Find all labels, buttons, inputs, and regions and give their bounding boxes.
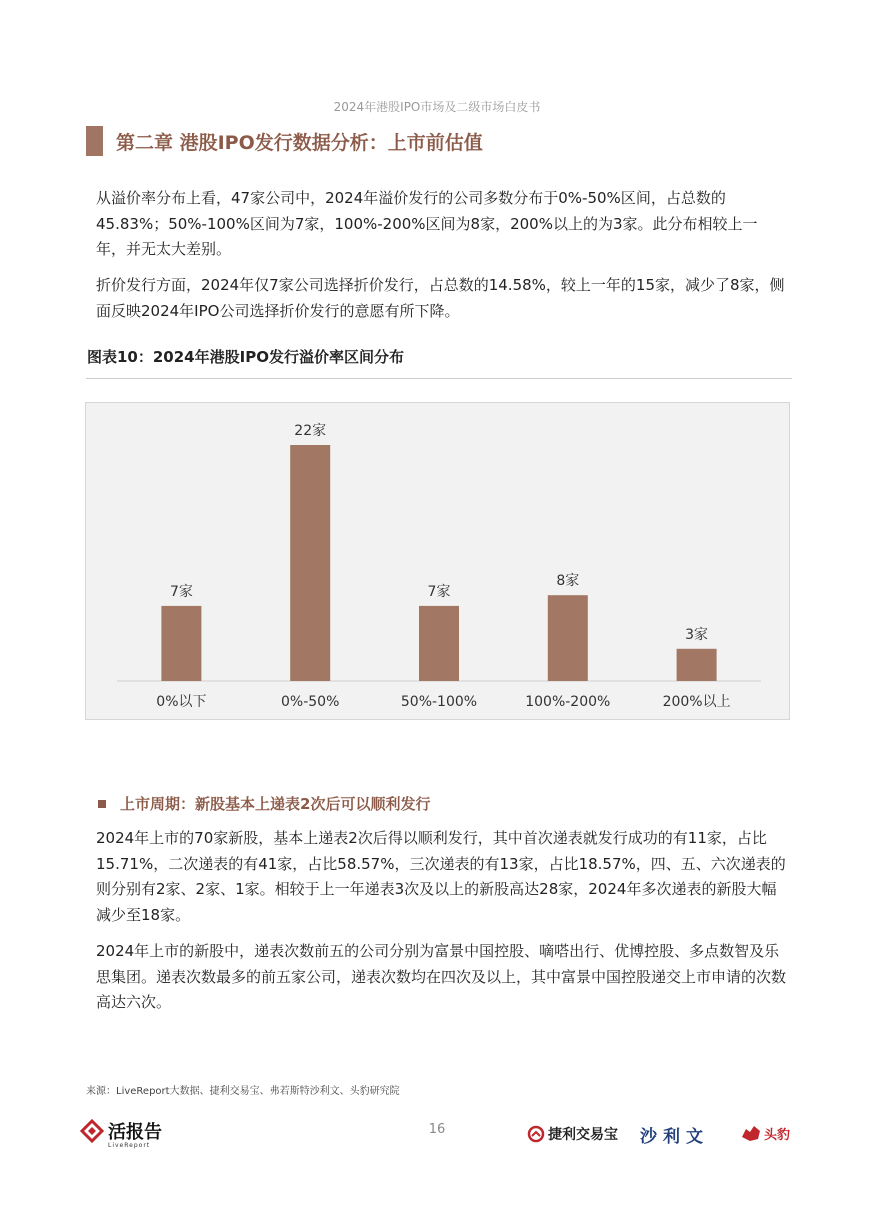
- chapter-marker: [86, 126, 103, 156]
- section-paragraph-2: 2024年上市的新股中，递表次数前五的公司分别为富景中国控股、嘀嗒出行、优博控股、多点数智及乐思集团。递表次数最多的前五家公司，递表次数均在四次及以上，其中富景中国控股递交上市申请的次数高达六次。: [96, 942, 787, 1011]
- circle-arrow-icon: [527, 1125, 545, 1143]
- chapter-heading: [86, 126, 483, 156]
- data-label-5: 3家: [685, 626, 709, 643]
- bar-5: [677, 649, 717, 681]
- bar-2: [290, 445, 330, 681]
- section-bullet: [98, 800, 106, 808]
- section-paragraph-1: 2024年上市的70家新股，基本上递表2次后得以顺利发行，其中首次递表就发行成功的有11家，占比15.71%，二次递表的有41家，占比58.57%，三次递表的有13家，占比18.57%，四、五、六次递表的则分别有2家、2家、1家。相较于上一年递表3次及以上的新股高达28家，2024年多次递表的新股大幅减少至18家。: [96, 829, 786, 924]
- data-label-4: 8家: [556, 573, 580, 590]
- partner-logo-3-text: 头豹: [764, 1127, 791, 1143]
- data-label-1: 7家: [169, 583, 193, 600]
- bar-3: [419, 606, 459, 681]
- figure-title: 图表10：2024年港股IPO发行溢价率区间分布: [87, 348, 404, 366]
- bar-chart-canvas: [86, 403, 791, 721]
- x-tick-label-5: 200%以上: [662, 694, 731, 710]
- bar-1: [161, 606, 201, 681]
- running-header: 2024年港股IPO市场及二级市场白皮书: [333, 100, 541, 114]
- liveport-logo-text: 活报告: [108, 1122, 162, 1143]
- page-number: 16: [428, 1122, 446, 1137]
- x-tick-label-2: 0%-50%: [281, 694, 340, 710]
- body-paragraph-2: 折价发行方面，2024年仅7家公司选择折价发行，占总数的14.58%，较上一年的15家，减少了8家，侧面反映2024年IPO公司选择折价发行的意愿有所下降。: [96, 276, 785, 320]
- x-tick-label-1: 0%以下: [156, 694, 207, 710]
- x-tick-label-4: 100%-200%: [525, 694, 611, 710]
- partner-logo-1: [527, 1124, 618, 1144]
- partner-logo-2: 沙利文: [640, 1127, 709, 1147]
- bar-chart: [85, 402, 790, 720]
- x-tick-label-3: 50%-100%: [400, 694, 478, 710]
- liveport-logo-subtext: LiveReport: [108, 1142, 151, 1149]
- data-label-2: 22家: [294, 423, 327, 439]
- body-paragraph-1: 从溢价率分布上看，47家公司中，2024年溢价发行的公司多数分布于0%-50%区间，占总数的45.83%；50%-100%区间为7家，100%-200%区间为8家，200%以上的为3家。此分布相较上一年，并无太大差别。: [96, 189, 758, 258]
- leopard-icon: [740, 1123, 762, 1143]
- partner-logo-3: [740, 1123, 790, 1143]
- chapter-title: 第二章 港股IPO发行数据分析：上市前估值: [116, 131, 483, 154]
- source-note: 来源：LiveReport大数据、捷利交易宝、弗若斯特沙利文、头豹研究院: [86, 1086, 400, 1097]
- data-label-3: 7家: [427, 583, 451, 600]
- section-heading: [98, 793, 430, 814]
- bar-4: [548, 595, 588, 681]
- figure-divider: [86, 378, 792, 379]
- section-title: 上市周期：新股基本上递表2次后可以顺利发行: [120, 795, 431, 813]
- partner-logo-1-text: 捷利交易宝: [548, 1127, 618, 1143]
